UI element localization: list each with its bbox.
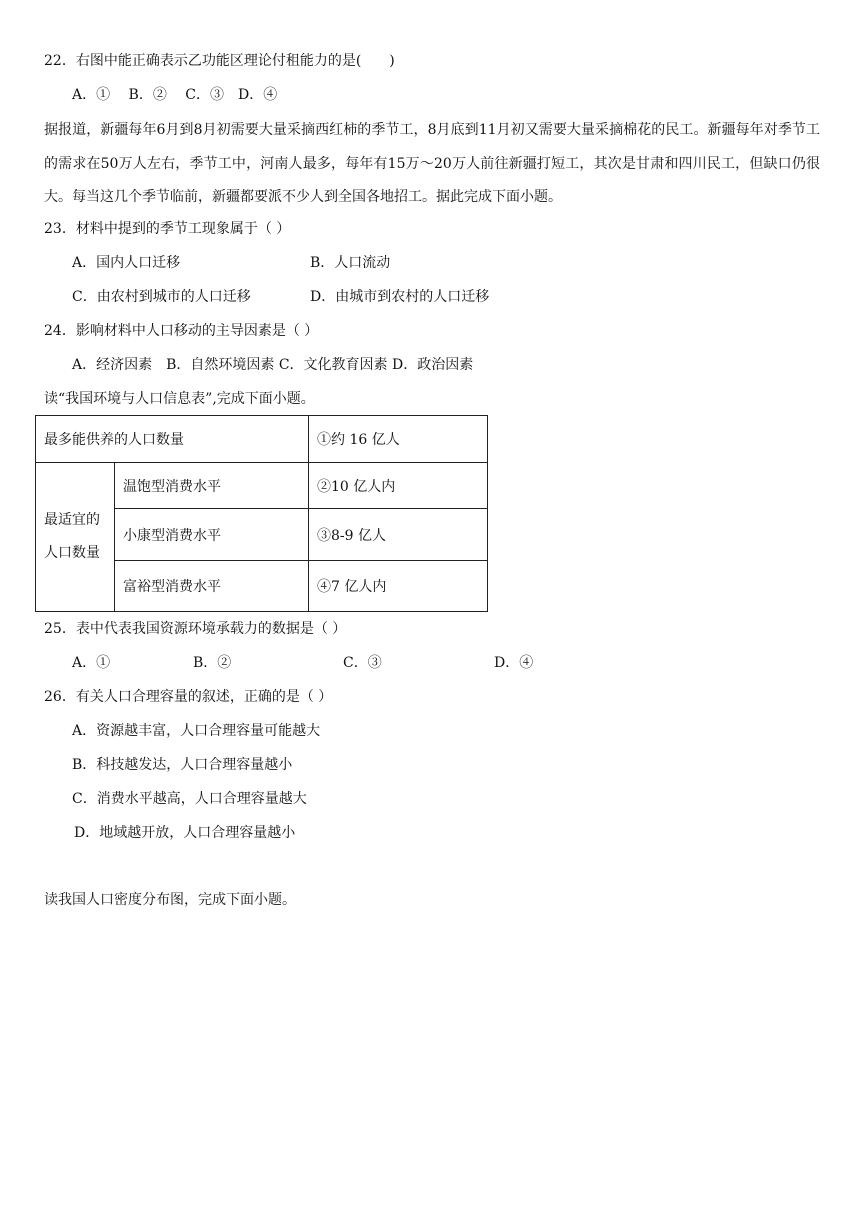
q23-option-a[interactable]: A．国内人口迁移	[72, 255, 181, 271]
environment-population-table	[35, 415, 488, 612]
blank-map-area	[0, 920, 860, 1216]
table-row2-value: ②10 亿人内	[309, 463, 488, 509]
table-row4-value: ④7 亿人内	[309, 561, 488, 612]
table-row4-label: 富裕型消费水平	[115, 561, 309, 612]
table-group-label: 最适宜的人口数量	[36, 463, 115, 612]
q26-option-a[interactable]: A．资源越丰富，人口合理容量可能越大	[72, 723, 321, 739]
q26-option-c[interactable]: C．消费水平越高，人口合理容量越大	[72, 791, 307, 807]
q26-option-b[interactable]: B．科技越发达，人口合理容量越小	[72, 757, 293, 773]
q24-options: A．经济因素 B．自然环境因素 C．文化教育因素 D．政治因素	[72, 357, 474, 373]
q23-option-c[interactable]: C．由农村到城市的人口迁移	[72, 289, 251, 305]
table-intro: 读“我国环境与人口信息表”,完成下面小题。	[44, 391, 315, 407]
q23-option-b[interactable]: B．人口流动	[310, 255, 391, 271]
table-row1-label: 最多能供养的人口数量	[36, 416, 309, 463]
q25-option-c[interactable]: C．③	[343, 655, 382, 671]
q25-stem: 25．表中代表我国资源环境承载力的数据是（ ）	[44, 621, 347, 637]
q26-option-d[interactable]: D．地域越开放，人口合理容量越小	[74, 825, 296, 841]
table-row2-label: 温饱型消费水平	[115, 463, 309, 509]
q23-stem: 23．材料中提到的季节工现象属于（ ）	[44, 221, 291, 237]
table-row3-label: 小康型消费水平	[115, 509, 309, 561]
material-paragraph: 据报道，新疆每年6月到8月初需要大量采摘西红柿的季节工，8月底到11月初又需要大量采摘棉花的民工。新疆每年对季节工的需求在50万人左右，季节工中，河南人最多，每年有15万～20万人前往新疆打短工，其次是甘肃和四川民工，但缺口仍很大。每当这几个季节临前，新疆都要派不少人到全国各地招工。据此完成下面小题。	[44, 122, 820, 205]
q25-option-d[interactable]: D．④	[494, 655, 534, 671]
table-row1-value: ①约 16 亿人	[309, 416, 488, 463]
q25-option-b[interactable]: B．②	[193, 655, 232, 671]
map-intro: 读我国人口密度分布图，完成下面小题。	[44, 892, 296, 908]
table-row3-value: ③8-9 亿人	[309, 509, 488, 561]
q25-option-a[interactable]: A．①	[72, 655, 111, 671]
q22-stem: 22．右图中能正确表示乙功能区理论付租能力的是( )	[44, 53, 395, 69]
q26-stem: 26．有关人口合理容量的叙述，正确的是（ ）	[44, 689, 333, 705]
q23-option-d[interactable]: D．由城市到农村的人口迁移	[310, 289, 490, 305]
q24-stem: 24．影响材料中人口移动的主导因素是（ ）	[44, 323, 319, 339]
q22-options: A．① B．② C．③ D．④	[72, 87, 278, 103]
